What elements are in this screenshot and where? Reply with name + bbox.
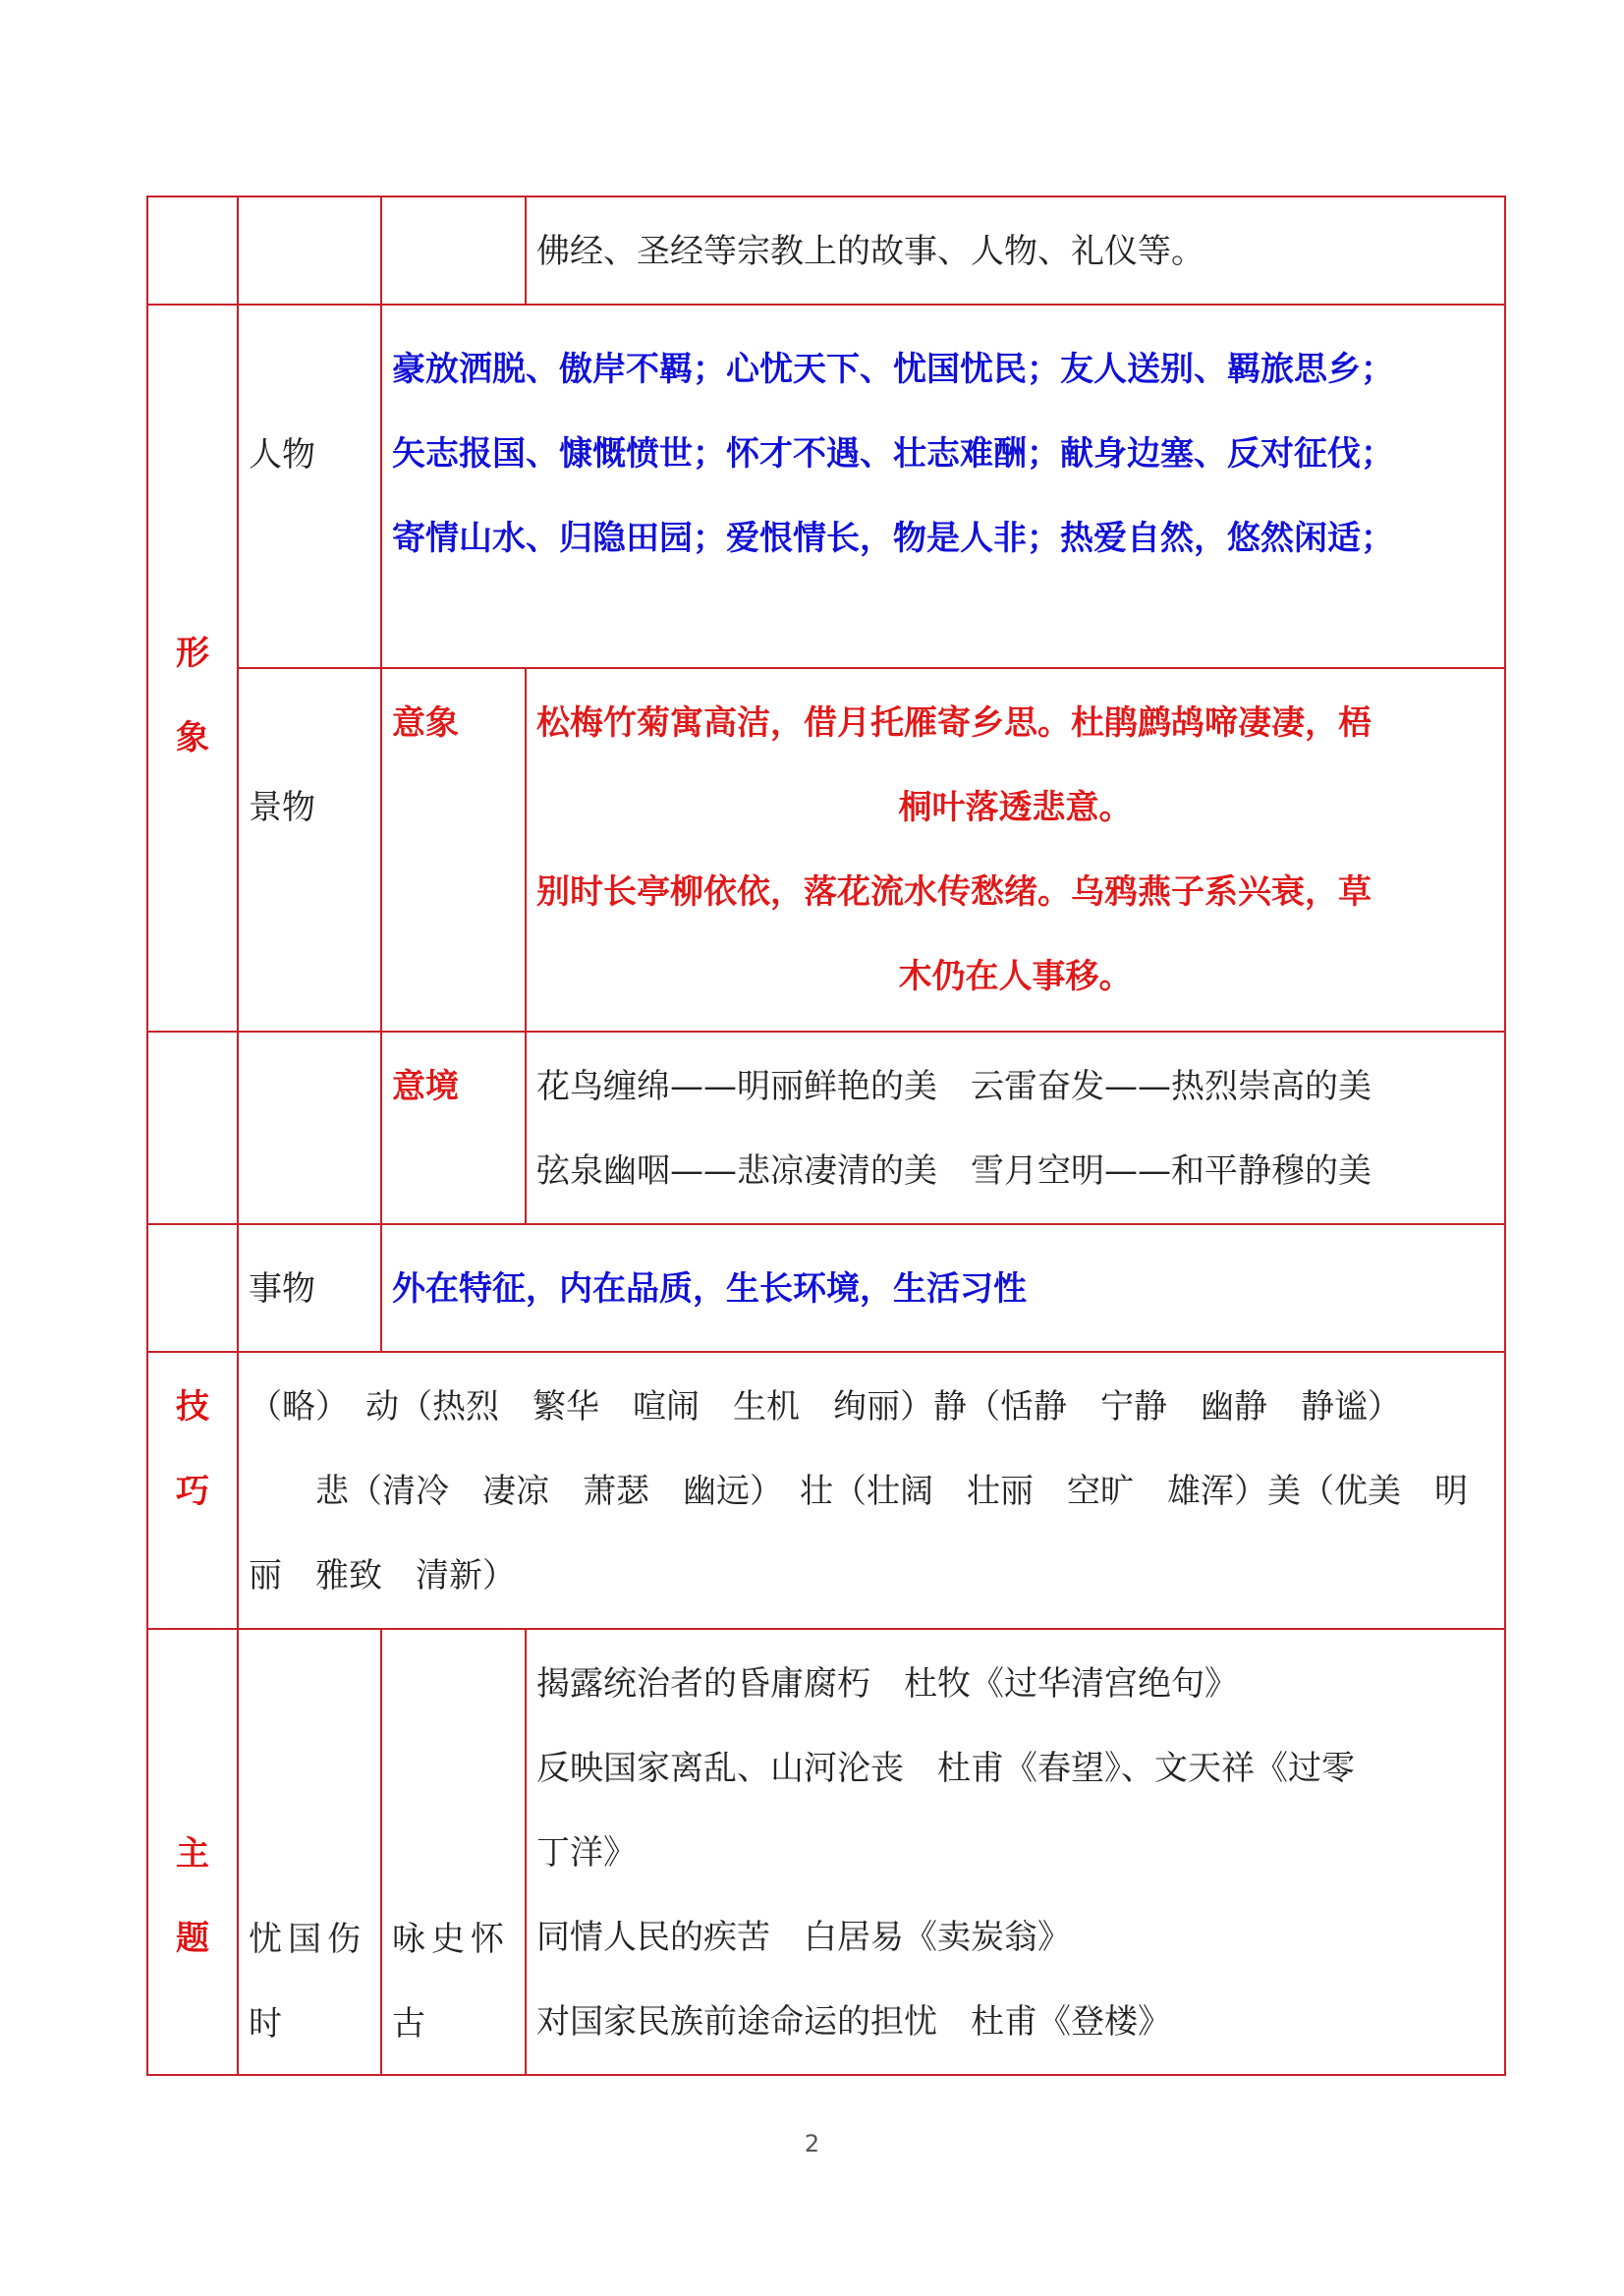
category-cell-theme	[147, 1629, 238, 2075]
theme-sub-label: 时	[249, 2004, 288, 2044]
religion-text: 佛经、圣经等宗教上的故事、人物、礼仪等。	[536, 232, 1204, 271]
table-row-scenery	[147, 668, 1505, 1032]
yijing-content-cell	[526, 1032, 1505, 1224]
page-number: 2	[804, 2130, 820, 2157]
yixiang-content-cell	[526, 668, 1505, 1032]
table-row-technique	[147, 1352, 1505, 1629]
category-label-xiang: 象	[176, 718, 209, 757]
table-row-person	[147, 305, 1505, 668]
theme-line: 丁洋》	[536, 1833, 637, 1873]
empty-cell	[381, 196, 526, 305]
technique-content-cell	[238, 1352, 1505, 1629]
poetry-notes-table	[146, 196, 1506, 2076]
object-label-cell	[238, 1224, 381, 1352]
object-text: 外在特征，内在品质，生长环境，生活习性	[392, 1269, 1027, 1309]
person-line: 豪放洒脱、傲岸不羁；心忧天下、忧国忧民；友人送别、羁旅思乡；	[392, 350, 1394, 389]
yijing-label: 意境	[392, 1067, 459, 1106]
theme-type-label-cell	[381, 1629, 526, 2075]
theme-sub-label: 忧国伤	[249, 1920, 366, 1959]
empty-cell	[147, 196, 238, 305]
category-label-qiao: 巧	[176, 1472, 209, 1511]
person-label-cell	[238, 305, 381, 668]
theme-sub-label-cell	[238, 1629, 381, 2075]
category-label-xing: 形	[176, 634, 209, 673]
category-label-zhu: 主	[176, 1834, 209, 1874]
yixiang-label: 意象	[392, 703, 459, 743]
person-line: 寄情山水、归隐田园；爱恨情长，物是人非；热爱自然，悠然闲适；	[392, 519, 1394, 558]
technique-line: 丽 雅致 清新）	[249, 1556, 516, 1596]
object-label: 事物	[249, 1269, 315, 1309]
yixiang-line: 松梅竹菊寓高洁，借月托雁寄乡思。杜鹃鹧鸪啼凄凄，梧	[536, 703, 1372, 743]
table-row-theme	[147, 1629, 1505, 2075]
theme-type-label: 古	[392, 2004, 431, 2044]
yijing-line: 弦泉幽咽——悲凉凄清的美 雪月空明——和平静穆的美	[536, 1151, 1372, 1191]
yixiang-line: 桐叶落透悲意。	[898, 788, 1133, 827]
yixiang-line: 木仍在人事移。	[898, 957, 1133, 996]
technique-line: （略） 动（热烈 繁华 喧闹 生机 绚丽）静（恬静 宁静 幽静 静谧）	[249, 1387, 1401, 1427]
yijing-line: 花鸟缠绵——明丽鲜艳的美 云雷奋发——热烈崇高的美	[536, 1067, 1372, 1106]
theme-line: 同情人民的疾苦 白居易《卖炭翁》	[536, 1918, 1071, 1957]
category-cell-technique	[147, 1352, 238, 1629]
theme-line: 反映国家离乱、山河沦丧 杜甫《春望》、文天祥《过零	[536, 1749, 1355, 1788]
category-label-ji: 技	[176, 1387, 209, 1427]
category-cell-image	[147, 305, 238, 1032]
table-row-object	[147, 1224, 1505, 1352]
person-line: 矢志报国、慷慨愤世；怀才不遇、壮志难酬；献身边塞、反对征伐；	[392, 434, 1394, 474]
theme-content-cell	[526, 1629, 1505, 2075]
empty-cell	[147, 1032, 238, 1224]
theme-line: 揭露统治者的昏庸腐朽 杜牧《过华清宫绝句》	[536, 1664, 1238, 1704]
object-content-cell	[381, 1224, 1505, 1352]
scenery-label-cell	[238, 668, 381, 1032]
empty-cell	[238, 1032, 381, 1224]
table-row-yijing	[147, 1032, 1505, 1224]
empty-cell	[147, 1224, 238, 1352]
theme-line: 对国家民族前途命运的担忧 杜甫《登楼》	[536, 2002, 1171, 2042]
yixiang-label-cell	[381, 668, 526, 1032]
table-row-religion	[147, 196, 1505, 305]
category-label-ti: 题	[176, 1919, 209, 1958]
scenery-label: 景物	[249, 788, 315, 827]
religion-text-cell	[526, 196, 1505, 305]
theme-type-label: 咏史怀	[392, 1920, 510, 1959]
empty-cell	[238, 196, 381, 305]
person-content-cell	[381, 305, 1505, 668]
person-label: 人物	[249, 435, 315, 475]
yijing-label-cell	[381, 1032, 526, 1224]
yixiang-line: 别时长亭柳依依，落花流水传愁绪。乌鸦燕子系兴衰，草	[536, 872, 1372, 912]
technique-line: 悲（清冷 凄凉 萧瑟 幽远） 壮（壮阔 壮丽 空旷 雄浑）美（优美 明	[249, 1472, 1468, 1511]
